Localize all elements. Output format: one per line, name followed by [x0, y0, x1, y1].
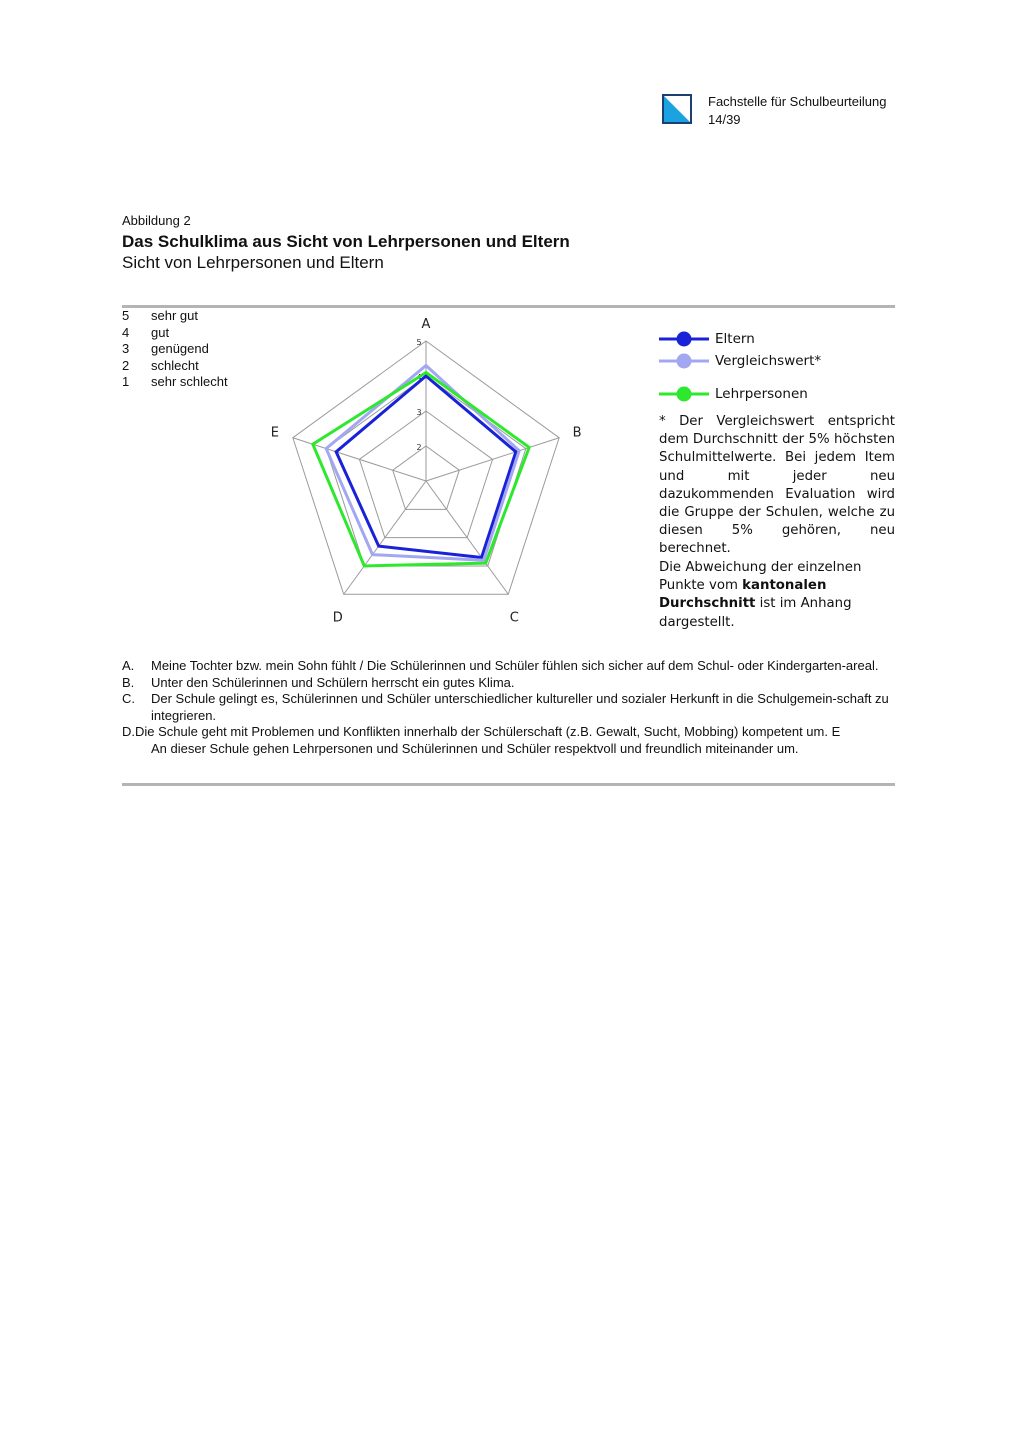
- list-item: [122, 691, 895, 724]
- chart-legend: [656, 328, 896, 405]
- scale-value: 4: [122, 324, 130, 340]
- axis-spoke: [426, 438, 559, 481]
- deviation-emphasis: kantonalen Durchschnitt: [659, 578, 827, 612]
- scale-value: 2: [122, 357, 130, 373]
- rating-scale: [122, 308, 228, 391]
- list-item: [122, 658, 895, 675]
- scale-row: [122, 358, 228, 375]
- axis-label: C: [509, 610, 519, 626]
- comparison-note: * Der Vergleichswert entspricht dem Durchschnitt der 5% höchsten Schulmittelwerte. Bei jedem Item und mit jeder neu dazukommenden Evaluation wird die Gruppe der Schulen, welche zu diesen 5% gehören, neu berechnet.: [659, 414, 895, 557]
- legend-swatch: [656, 328, 712, 350]
- scale-row: [122, 308, 228, 325]
- tick-label: 5: [416, 338, 422, 347]
- list-item: D.Die Schule geht mit Problemen und Konflikten innerhalb der Schülerschaft (z.B. Gewalt, Sucht, Mobbing) kompetent um. E: [122, 724, 841, 740]
- tick-label: 4: [416, 373, 422, 382]
- item-letter: A.: [122, 658, 135, 673]
- deviation-text: Die Abweichung der einzelnen Punkte vom: [659, 560, 862, 594]
- legend-label: Eltern: [715, 331, 755, 347]
- scale-label: genügend: [151, 341, 209, 356]
- figure-title: Das Schulklima aus Sicht von Lehrpersonen und Eltern: [122, 232, 570, 251]
- scale-value: 3: [122, 341, 130, 356]
- tick-label: 2: [416, 443, 422, 452]
- scale-label: gut: [151, 324, 170, 340]
- figure-label: Abbildung 2: [122, 213, 191, 228]
- list-item: An dieser Schule gehen Lehrpersonen und Schülerinnen und Schüler respektvoll und freundlich miteinander um.: [151, 740, 799, 756]
- scale-row: [122, 374, 228, 391]
- top-divider: [122, 305, 895, 308]
- tick-label: 3: [416, 408, 422, 417]
- legend-label: Lehrpersonen: [715, 386, 808, 402]
- canton-logo: [662, 94, 692, 124]
- axis-label: B: [572, 425, 582, 441]
- bottom-divider: [122, 783, 895, 786]
- item-text: Unter den Schülerinnen und Schülern herrscht ein gutes Klima.: [151, 674, 515, 690]
- deviation-text-end: ist im Anhang dargestellt.: [659, 596, 852, 630]
- axis-label: D: [332, 610, 343, 626]
- scale-label: schlecht: [151, 357, 199, 373]
- scale-row: [122, 341, 228, 358]
- item-text: Meine Tochter bzw. mein Sohn fühlt / Die Schülerinnen und Schüler fühlen sich sicher auf dem Schul- oder Kindergarten-areal.: [151, 658, 879, 673]
- scale-value: 1: [122, 374, 130, 389]
- axis-label: A: [421, 317, 431, 332]
- scale-label: sehr schlecht: [151, 374, 228, 389]
- scale-label: sehr gut: [151, 308, 198, 323]
- scale-row: [122, 325, 228, 342]
- item-letter: C.: [122, 691, 135, 707]
- legend-label: Vergleichswert*: [715, 353, 822, 369]
- item-list: [122, 658, 895, 758]
- deviation-note: [659, 559, 895, 632]
- item-text: Der Schule gelingt es, Schülerinnen und Schüler unterschiedlicher kultureller und sozialer Herkunft in die Schulgemein-schaft zu integrieren.: [151, 691, 889, 723]
- legend-item: [656, 350, 896, 372]
- item-letter: B.: [122, 674, 135, 690]
- page-header: [708, 93, 887, 129]
- legend-swatch: [656, 350, 712, 372]
- list-item: [122, 675, 895, 692]
- organization-name: Fachstelle für Schulbeurteilung: [708, 94, 887, 109]
- axis-label: E: [270, 425, 279, 441]
- legend-item: [656, 383, 896, 405]
- figure-subtitle: Sicht von Lehrpersonen und Eltern: [122, 253, 384, 272]
- page-number: 14/39: [708, 112, 741, 127]
- radar-chart: [260, 312, 600, 628]
- legend-item: [656, 328, 896, 350]
- legend-swatch: [656, 383, 712, 405]
- scale-value: 5: [122, 308, 130, 323]
